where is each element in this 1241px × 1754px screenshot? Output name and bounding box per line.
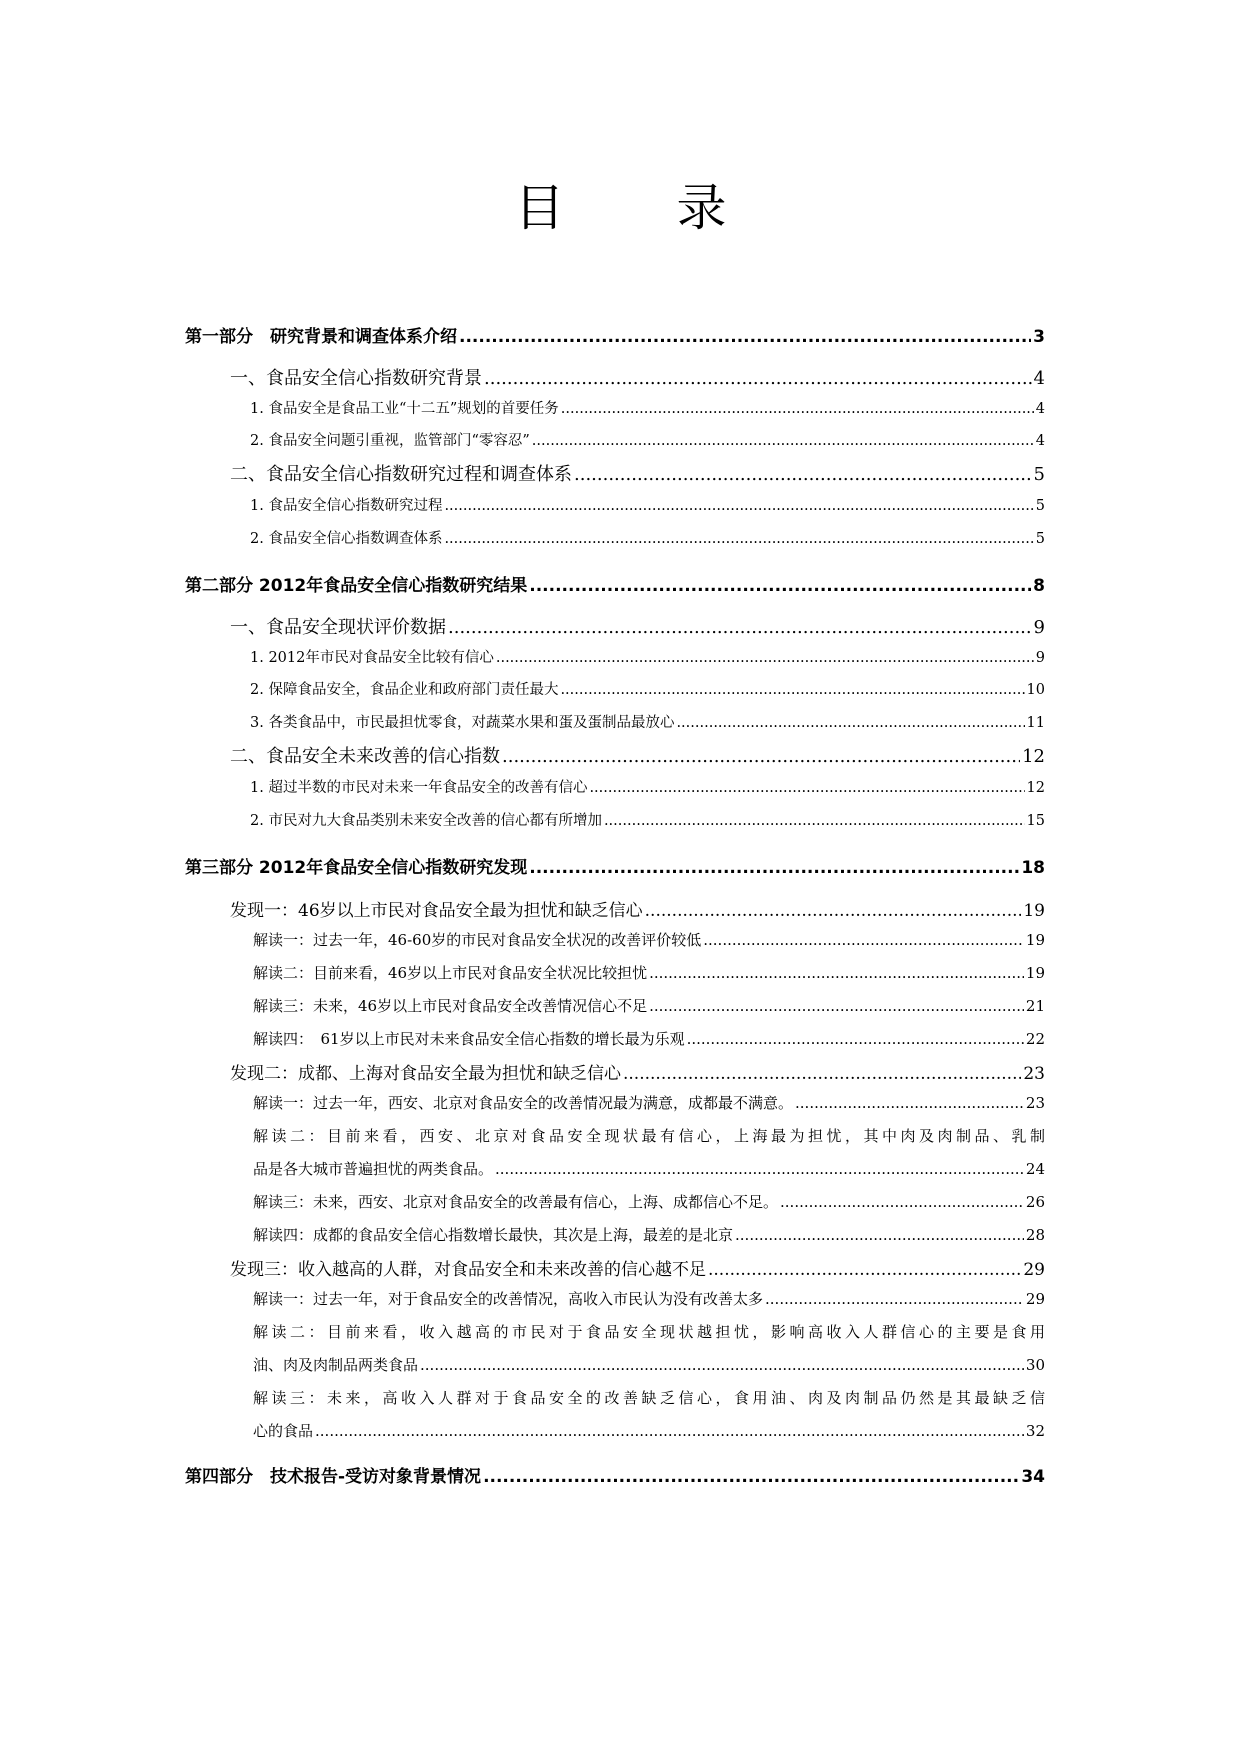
- toc-page-number: 23: [1025, 1094, 1045, 1112]
- toc-entry-interpretation-line[interactable]: 解读三：未来，高收入人群对于食品安全的改善缺乏信心，食用油、肉及肉制品仍然是其最缺乏信: [253, 1389, 1045, 1407]
- toc-entry-label: 2. 食品安全问题引重视，监管部门“零容忍”: [250, 433, 530, 449]
- toc-page-number: 19: [1023, 901, 1045, 921]
- toc-entry-part-4[interactable]: [185, 1462, 1045, 1487]
- toc-page-number: 34: [1021, 1467, 1045, 1487]
- toc-page-number: 5: [1033, 464, 1045, 485]
- toc-entry-interpretation[interactable]: [253, 962, 1045, 983]
- toc-entry-interpretation[interactable]: [253, 1354, 1045, 1375]
- toc-page-number: 3: [1033, 327, 1045, 347]
- toc-entry-section[interactable]: [230, 460, 1045, 486]
- toc-entry-part-2[interactable]: [185, 571, 1045, 596]
- toc-leader-dots: [703, 931, 1024, 949]
- toc-page-number: 4: [1035, 401, 1045, 417]
- toc-leader-dots: [459, 327, 1031, 347]
- toc-leader-dots: [574, 464, 1032, 485]
- toc-page-number: 30: [1025, 1356, 1045, 1374]
- toc-entry-interpretation[interactable]: [253, 995, 1045, 1016]
- toc-entry-label: 油、肉及肉制品两类食品: [253, 1356, 419, 1374]
- toc-page-number: 8: [1033, 576, 1045, 596]
- toc-entry-label: 1. 超过半数的市民对未来一年食品安全的改善有信心: [250, 780, 588, 796]
- toc-entry-label: 二、食品安全信心指数研究过程和调查体系: [230, 464, 572, 485]
- toc-leader-dots: [560, 682, 1024, 698]
- toc-entry-section[interactable]: [230, 364, 1045, 390]
- toc-entry-finding-3[interactable]: [230, 1255, 1045, 1280]
- toc-page-number: 10: [1026, 682, 1045, 698]
- toc-page-number: 28: [1025, 1226, 1045, 1244]
- toc-entry-subsection[interactable]: [250, 527, 1045, 548]
- toc-page-number: 12: [1026, 780, 1045, 796]
- toc-entry-section[interactable]: [230, 742, 1045, 768]
- toc-entry-label: 一、食品安全现状评价数据: [230, 617, 446, 638]
- toc-entry-subsection[interactable]: [250, 776, 1045, 797]
- toc-leader-dots: [765, 1290, 1024, 1308]
- toc-page-number: 26: [1025, 1193, 1045, 1211]
- toc-entry-interpretation-line[interactable]: 解读二：目前来看，收入越高的市民对于食品安全现状越担忧，影响高收入人群信心的主要是食用: [253, 1323, 1045, 1341]
- toc-leader-dots: [529, 576, 1031, 596]
- toc-entry-label: 解读四： 61岁以上市民对未来食品安全信心指数的增长最为乐观: [253, 1030, 685, 1048]
- toc-leader-dots: [645, 901, 1022, 921]
- toc-page-number: 9: [1035, 650, 1045, 666]
- toc-entry-label: 解读二：目前来看，46岁以上市民对食品安全状况比较担忧: [253, 964, 648, 982]
- toc-leader-dots: [735, 1226, 1024, 1244]
- toc-leader-dots: [708, 1260, 1021, 1280]
- toc-page-number: 23: [1023, 1064, 1045, 1084]
- toc-entry-label: 第一部分 研究背景和调查体系介绍: [185, 327, 457, 347]
- toc-page-number: 5: [1035, 531, 1045, 547]
- toc-leader-dots: [795, 1094, 1024, 1112]
- toc-leader-dots: [589, 780, 1024, 796]
- toc-page-number: 19: [1025, 964, 1045, 982]
- toc-leader-dots: [649, 964, 1024, 982]
- toc-entry-interpretation[interactable]: [253, 1420, 1045, 1441]
- toc-leader-dots: [780, 1193, 1024, 1211]
- toc-entry-label: 3. 各类食品中，市民最担忧零食，对蔬菜水果和蛋及蛋制品最放心: [250, 715, 675, 731]
- toc-entry-label: 发现一：46岁以上市民对食品安全最为担忧和缺乏信心: [230, 901, 643, 921]
- toc-page-number: 21: [1025, 997, 1045, 1015]
- toc-entry-interpretation[interactable]: [253, 1224, 1045, 1245]
- toc-entry-label: 解读一：过去一年，46-60岁的市民对食品安全状况的改善评价较低: [253, 931, 702, 949]
- toc-entry-finding-2[interactable]: [230, 1059, 1045, 1084]
- toc-entry-label: 2. 保障食品安全，食品企业和政府部门责任最大: [250, 682, 559, 698]
- toc-leader-dots: [448, 617, 1032, 638]
- toc-entry-part-1[interactable]: [185, 322, 1045, 347]
- toc-leader-dots: [604, 813, 1025, 829]
- toc-entry-label: 发现三：收入越高的人群，对食品安全和未来改善的信心越不足: [230, 1260, 706, 1280]
- toc-entry-subsection[interactable]: [250, 494, 1045, 515]
- toc-page-number: 24: [1025, 1160, 1045, 1178]
- toc-leader-dots: [420, 1356, 1024, 1374]
- toc-entry-interpretation[interactable]: [253, 1288, 1045, 1309]
- toc-entry-interpretation[interactable]: [253, 1092, 1045, 1113]
- toc-page-number: 18: [1021, 858, 1045, 878]
- toc-entry-subsection[interactable]: [250, 429, 1045, 450]
- toc-entry-label: 1. 2012年市民对食品安全比较有信心: [250, 650, 494, 666]
- toc-leader-dots: [483, 1467, 1019, 1487]
- toc-entry-finding-1[interactable]: [230, 896, 1045, 921]
- toc-leader-dots: [444, 498, 1033, 514]
- toc-leader-dots: [529, 858, 1019, 878]
- toc-entry-interpretation[interactable]: [253, 1028, 1045, 1049]
- toc-entry-label: 发现二：成都、上海对食品安全最为担忧和缺乏信心: [230, 1064, 621, 1084]
- toc-entry-label: 2. 市民对九大食品类别未来安全改善的信心都有所增加: [250, 813, 602, 829]
- toc-page-number: 15: [1026, 813, 1045, 829]
- toc-leader-dots: [484, 368, 1032, 389]
- toc-entry-label: 2. 食品安全信心指数调查体系: [250, 531, 443, 547]
- toc-leader-dots: [676, 715, 1024, 731]
- toc-page-number: 4: [1035, 433, 1045, 449]
- toc-page-number: 29: [1023, 1260, 1045, 1280]
- toc-entry-interpretation-line[interactable]: 解读二：目前来看，西安、北京对食品安全现状最有信心，上海最为担忧，其中肉及肉制品、乳制: [253, 1127, 1045, 1145]
- toc-page-number: 32: [1025, 1422, 1045, 1440]
- toc-leader-dots: [495, 1160, 1024, 1178]
- page-title: 目 录: [514, 179, 775, 237]
- toc-entry-part-3[interactable]: [185, 853, 1045, 878]
- toc-leader-dots: [502, 746, 1020, 767]
- toc-entry-label: 品是各大城市普遍担忧的两类食品。: [253, 1160, 494, 1178]
- toc-entry-label: 1. 食品安全是食品工业“十二五”规划的首要任务: [250, 401, 559, 417]
- toc-page-number: 12: [1022, 746, 1045, 767]
- toc-leader-dots: [444, 531, 1033, 547]
- toc-entry-label: 1. 食品安全信心指数研究过程: [250, 498, 443, 514]
- toc-page-number: 29: [1025, 1290, 1045, 1308]
- toc-page-number: 5: [1035, 498, 1045, 514]
- toc-entry-label: 解读四：成都的食品安全信心指数增长最快，其次是上海，最差的是北京: [253, 1226, 734, 1244]
- toc-page-number: 19: [1025, 931, 1045, 949]
- toc-entry-subsection[interactable]: [250, 646, 1045, 667]
- toc-entry-label: 第二部分 2012年食品安全信心指数研究结果: [185, 576, 528, 596]
- toc-leader-dots: [561, 401, 1034, 417]
- toc-entry-section[interactable]: [230, 613, 1045, 639]
- toc-leader-dots: [687, 1030, 1024, 1048]
- toc-entry-interpretation[interactable]: [253, 1158, 1045, 1179]
- toc-leader-dots: [532, 433, 1034, 449]
- toc-page-number: 9: [1033, 617, 1045, 638]
- toc-entry-subsection[interactable]: [250, 678, 1045, 699]
- toc-entry-interpretation[interactable]: [253, 929, 1045, 950]
- toc-entry-label: 第四部分 技术报告-受访对象背景情况: [185, 1467, 482, 1487]
- toc-page-number: 22: [1025, 1030, 1045, 1048]
- toc-entry-label: 二、食品安全未来改善的信心指数: [230, 746, 500, 767]
- toc-entry-subsection[interactable]: [250, 809, 1045, 830]
- toc-entry-label: 心的食品: [253, 1422, 314, 1440]
- toc-entry-label: 解读三：未来，46岁以上市民对食品安全改善情况信心不足: [253, 997, 648, 1015]
- toc-leader-dots: [623, 1064, 1021, 1084]
- toc-leader-dots: [315, 1422, 1024, 1440]
- toc-entry-label: 解读一：过去一年，对于食品安全的改善情况，高收入市民认为没有改善太多: [253, 1290, 764, 1308]
- toc-entry-interpretation[interactable]: [253, 1191, 1045, 1212]
- toc-entry-subsection[interactable]: [250, 397, 1045, 418]
- toc-leader-dots: [496, 650, 1034, 666]
- toc-entry-label: 一、食品安全信心指数研究背景: [230, 368, 482, 389]
- toc-entry-subsection[interactable]: [250, 711, 1045, 732]
- toc-entry-label: 解读一：过去一年，西安、北京对食品安全的改善情况最为满意，成都最不满意。: [253, 1094, 794, 1112]
- toc-leader-dots: [649, 997, 1024, 1015]
- toc-entry-label: 解读三：未来，西安、北京对食品安全的改善最有信心，上海、成都信心不足。: [253, 1193, 779, 1211]
- toc-page-number: 11: [1026, 715, 1045, 731]
- toc-page-number: 4: [1033, 368, 1045, 389]
- toc-entry-label: 第三部分 2012年食品安全信心指数研究发现: [185, 858, 528, 878]
